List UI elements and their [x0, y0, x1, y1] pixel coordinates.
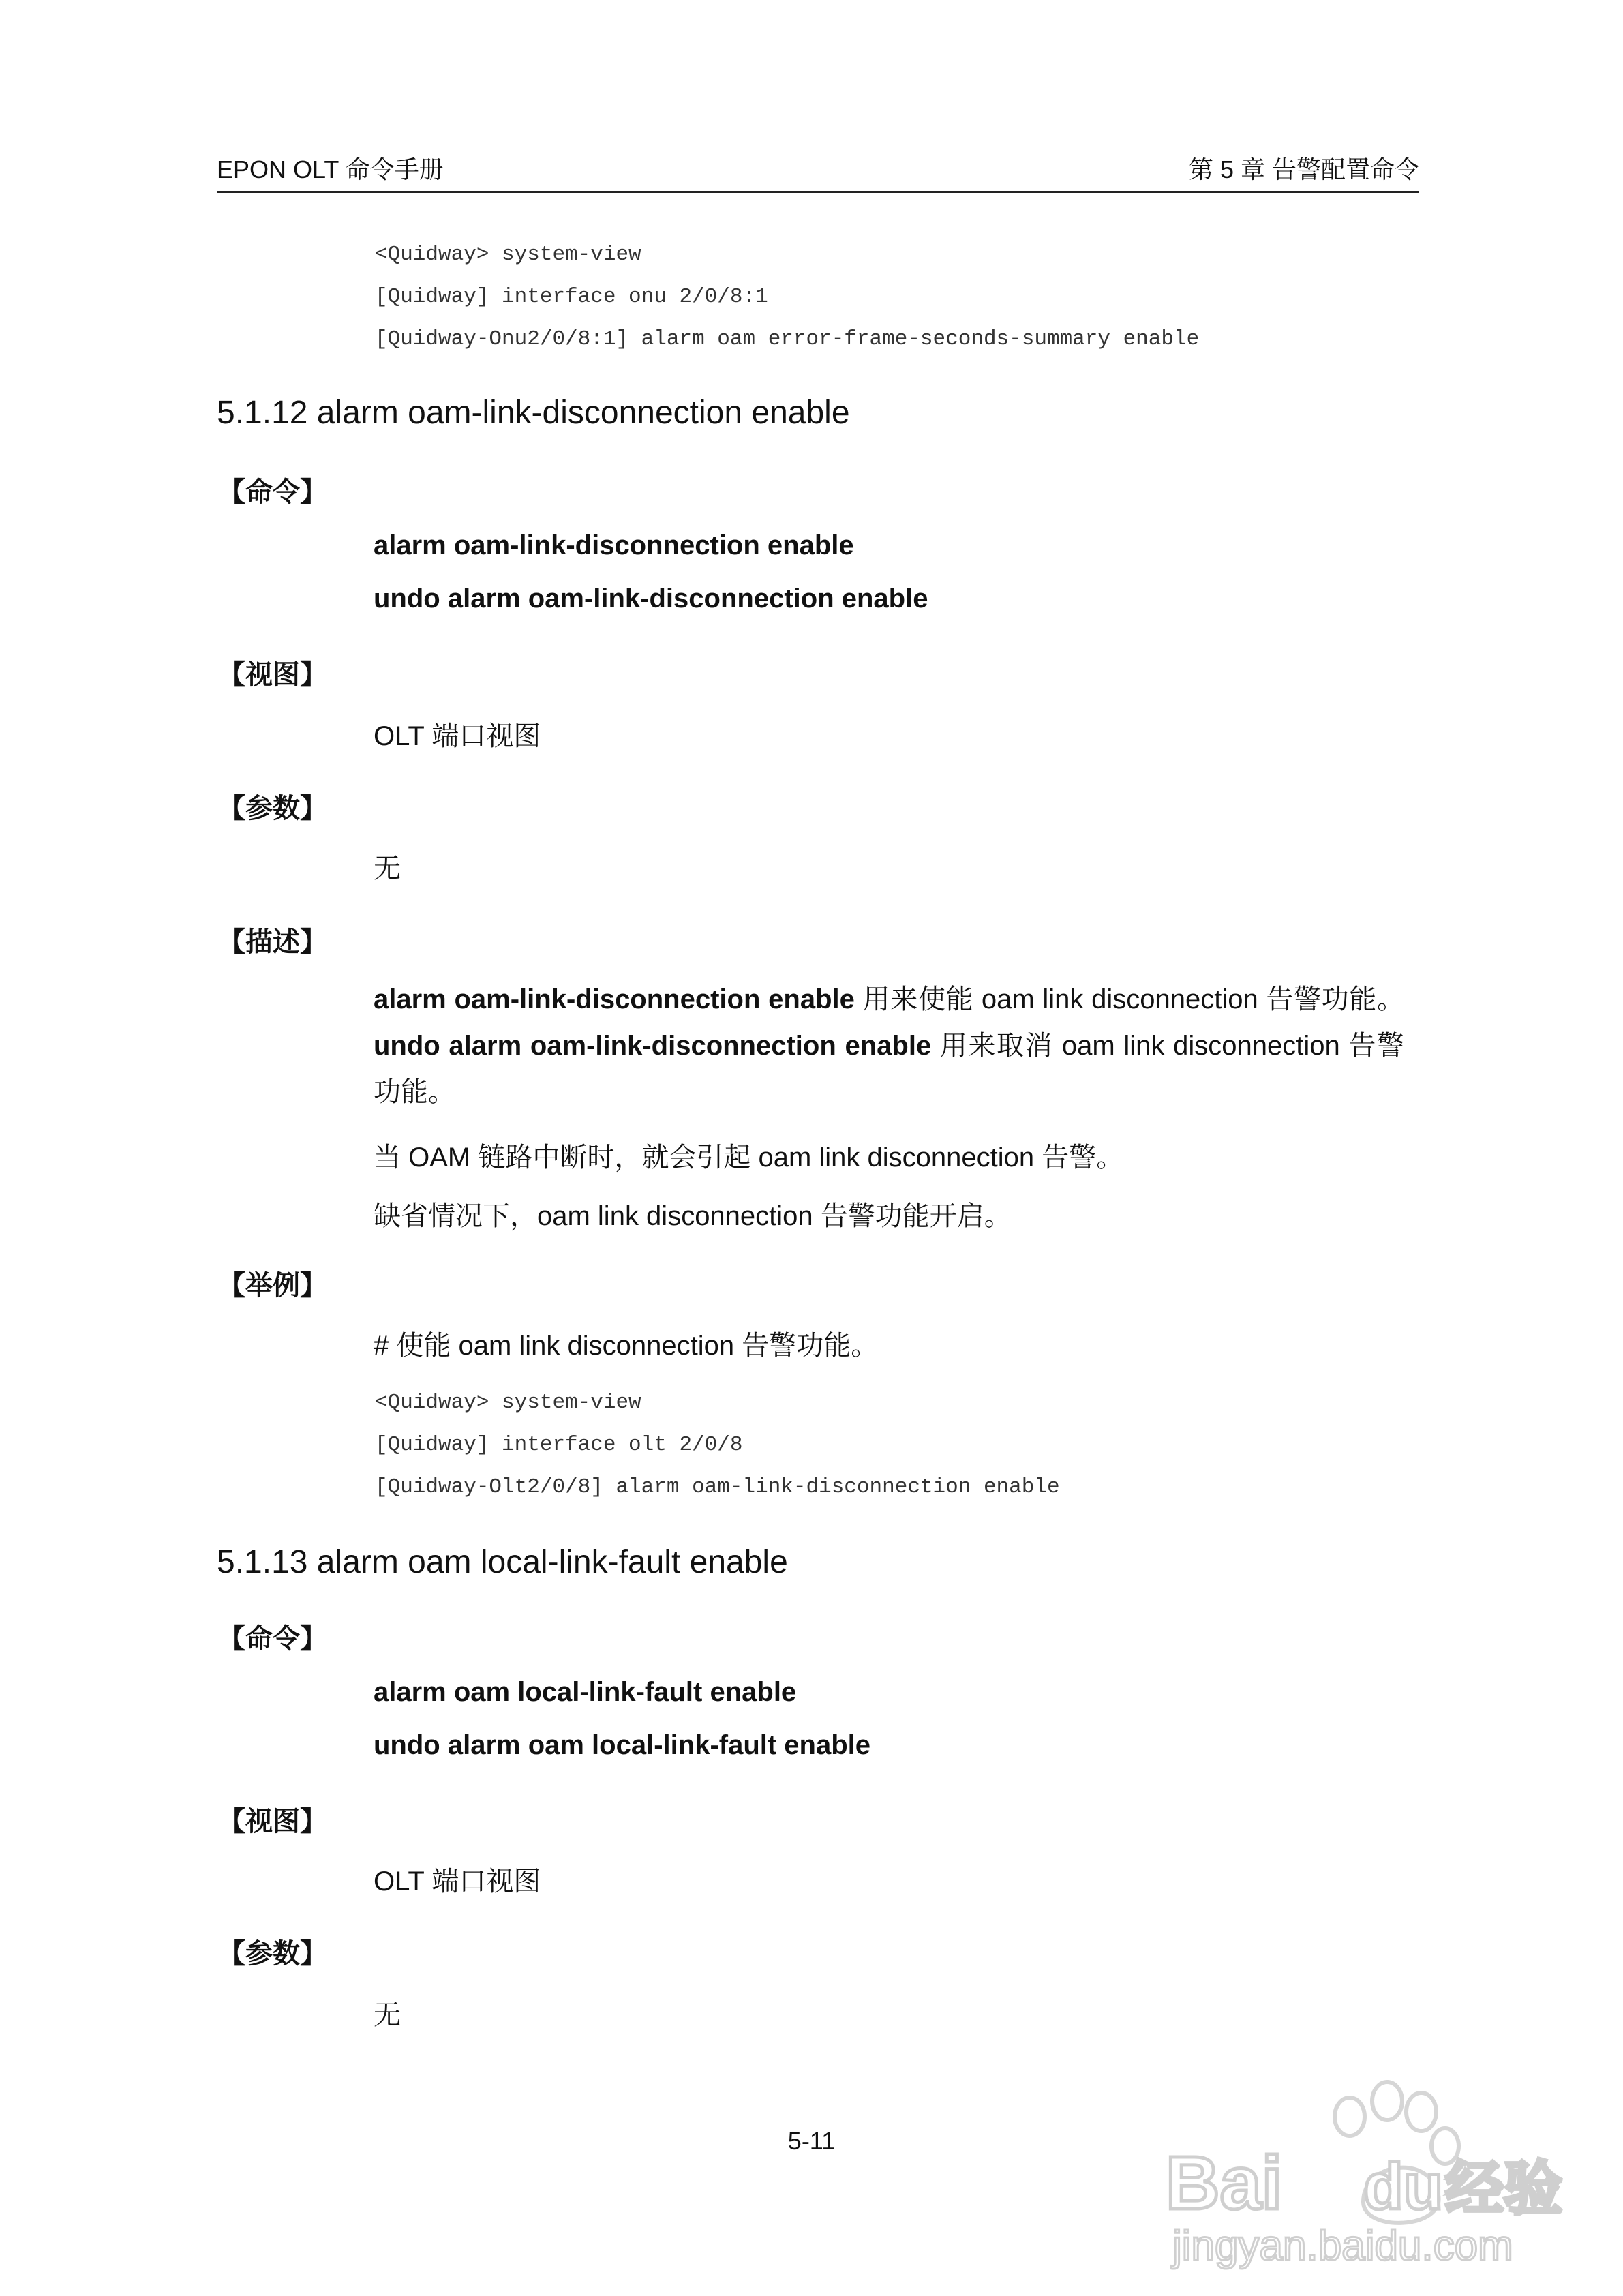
- label-command: 【命令】: [218, 1624, 327, 1654]
- command-syntax: alarm oam-link-disconnection enable: [374, 530, 854, 560]
- watermark-brand-du: du: [1363, 2150, 1444, 2223]
- watermark-brand-jingyan: 经验: [1445, 2155, 1562, 2223]
- description-default: 缺省情况下，oam link disconnection 告警功能开启。: [374, 1201, 1012, 1231]
- code-line: [Quidway] interface onu 2/0/8:1: [375, 285, 768, 309]
- page-number: 5-11: [787, 2127, 836, 2155]
- label-description: 【描述】: [218, 927, 327, 957]
- description-text: 用来取消 oam link disconnection 告警功能。: [374, 1031, 1404, 1107]
- header-manual-title: EPON OLT 命令手册: [217, 155, 444, 183]
- description-text: 用来使能 oam link disconnection 告警功能。: [854, 984, 1404, 1014]
- label-view: 【视图】: [218, 660, 327, 690]
- label-view: 【视图】: [218, 1807, 327, 1837]
- command-syntax-undo: undo alarm oam-link-disconnection enable: [374, 584, 928, 614]
- example-note: # 使能 oam link disconnection 告警功能。: [374, 1331, 879, 1361]
- view-text: OLT 端口视图: [374, 721, 541, 751]
- description-paragraph: [374, 976, 1404, 1115]
- command-syntax: alarm oam local-link-fault enable: [374, 1677, 797, 1707]
- baidu-jingyan-watermark: [1159, 2072, 1568, 2270]
- code-line: <Quidway> system-view: [375, 1391, 641, 1415]
- section-heading: 5.1.13 alarm oam local-link-fault enable: [217, 1544, 788, 1580]
- code-line: [Quidway-Onu2/0/8:1] alarm oam error-frame-seconds-summary enable: [375, 327, 1200, 351]
- page-header: [217, 153, 1419, 193]
- section-heading: 5.1.12 alarm oam-link-disconnection enable: [217, 395, 850, 431]
- label-parameters: 【参数】: [218, 1939, 327, 1969]
- description-undo-command: undo alarm oam-link-disconnection enable: [374, 1031, 932, 1061]
- label-command: 【命令】: [218, 477, 327, 507]
- parameters-text: 无: [374, 2000, 401, 2030]
- parameters-text: 无: [374, 854, 401, 883]
- command-syntax-undo: undo alarm oam local-link-fault enable: [374, 1730, 871, 1760]
- code-line: [Quidway] interface olt 2/0/8: [375, 1433, 743, 1457]
- code-line: <Quidway> system-view: [375, 243, 641, 267]
- label-example: 【举例】: [218, 1271, 327, 1301]
- watermark-url: jingyan.baidu.com: [1172, 2222, 1513, 2269]
- watermark-brand: Bai: [1166, 2141, 1283, 2225]
- description-trigger: 当 OAM 链路中断时，就会引起 oam link disconnection 告警。: [374, 1143, 1124, 1173]
- code-line: [Quidway-Olt2/0/8] alarm oam-link-disconnection enable: [375, 1475, 1060, 1499]
- description-command: alarm oam-link-disconnection enable: [374, 984, 855, 1014]
- label-parameters: 【参数】: [218, 794, 327, 824]
- view-text: OLT 端口视图: [374, 1867, 541, 1897]
- header-chapter-title: 第 5 章 告警配置命令: [1188, 155, 1419, 183]
